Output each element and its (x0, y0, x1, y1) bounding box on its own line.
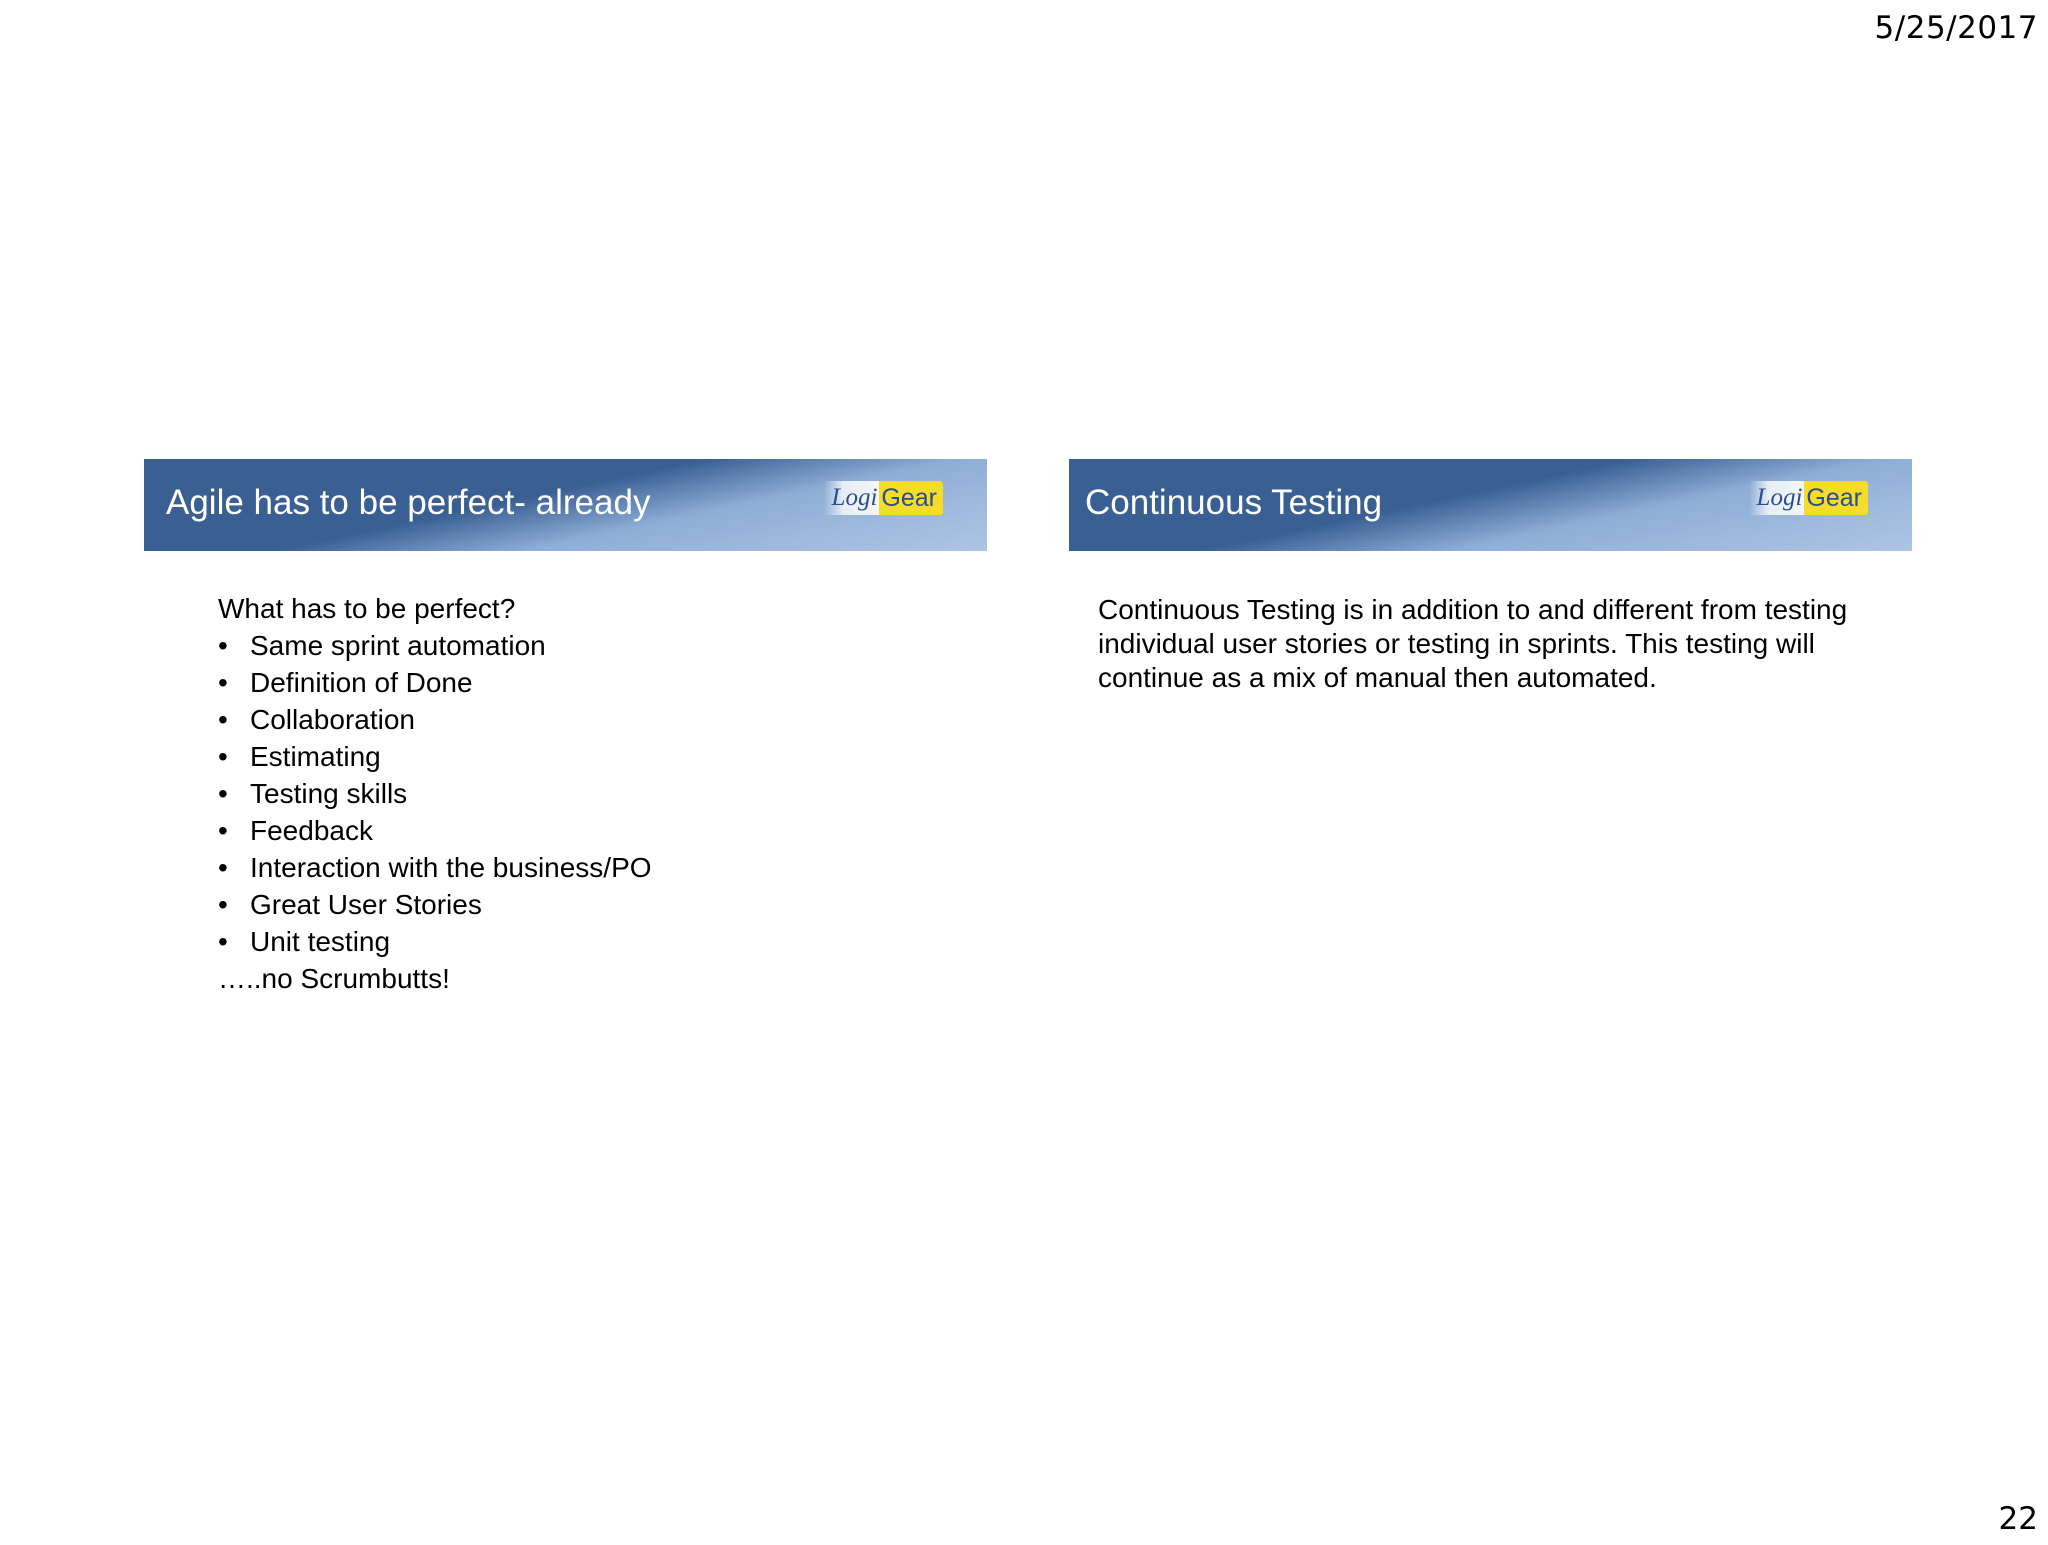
logigear-logo (824, 481, 943, 515)
slide-agile (144, 459, 987, 994)
list-item: • Interaction with the business/PO (218, 849, 652, 886)
logo-text-gear: Gear (1804, 481, 1868, 515)
list-item: • Testing skills (218, 775, 652, 812)
slide-title: Agile has to be perfect- already (166, 483, 651, 522)
slide-continuous-testing (1069, 459, 1912, 959)
logo-text-logi: Logi (824, 481, 880, 515)
slide-header (1069, 459, 1912, 551)
list-item: • Estimating (218, 738, 652, 775)
list-item: • Same sprint automation (218, 627, 652, 664)
closing-line: …..no Scrumbutts! (218, 963, 450, 994)
intro-question: What has to be perfect? (218, 593, 516, 624)
slide-header (144, 459, 987, 551)
page-number: 22 (1998, 1501, 2038, 1537)
page-date: 5/25/2017 (1874, 10, 2038, 46)
slide-paragraph: Continuous Testing is in addition to and different from testing individual user stories or testing in sprints. This testing will continue as a mix of manual then automated. (1098, 594, 1848, 693)
list-item: • Feedback (218, 812, 652, 849)
slide-title: Continuous Testing (1085, 483, 1383, 522)
list-item: • Definition of Done (218, 664, 652, 701)
list-item: • Great User Stories (218, 886, 652, 923)
logo-text-gear: Gear (879, 481, 943, 515)
list-item: • Unit testing (218, 923, 652, 960)
slide-body (218, 590, 652, 997)
logigear-logo (1749, 481, 1868, 515)
logo-text-logi: Logi (1749, 481, 1805, 515)
list-item: • Collaboration (218, 701, 652, 738)
bullet-list (218, 627, 652, 960)
